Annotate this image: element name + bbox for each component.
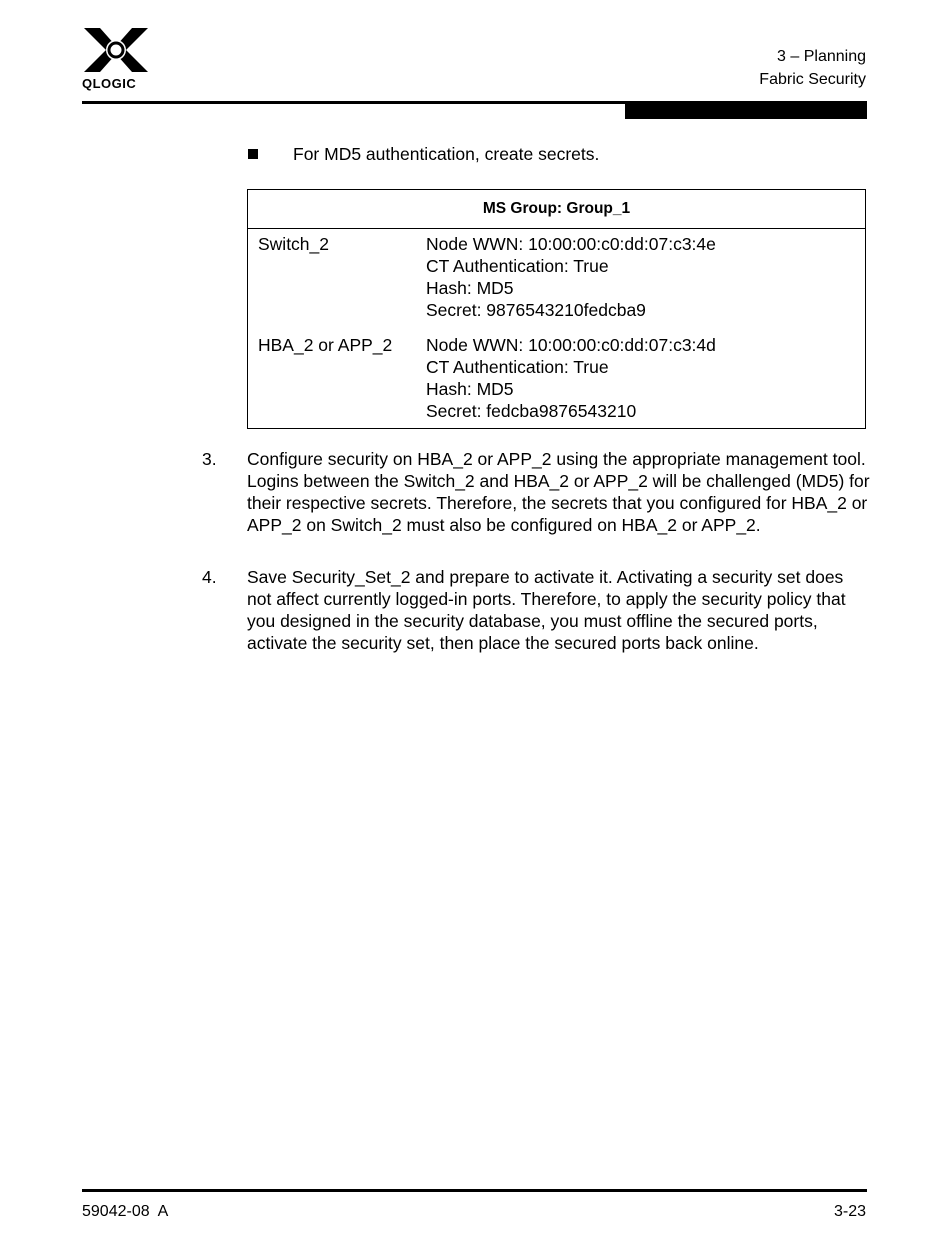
detail-line: Secret: 9876543210fedcba9 <box>426 300 646 320</box>
qlogic-logo-icon <box>82 26 150 74</box>
row-details <box>426 334 716 422</box>
detail-line: CT Authentication: True <box>426 256 609 276</box>
detail-line: Hash: MD5 <box>426 278 514 298</box>
chapter-title: 3 – Planning <box>777 48 866 65</box>
row-name: Switch_2 <box>258 234 330 254</box>
footer-rule <box>82 1189 867 1192</box>
step-number: 4. <box>202 567 217 587</box>
detail-line: CT Authentication: True <box>426 357 609 377</box>
section-title: Fabric Security <box>759 71 866 88</box>
bullet-text: For MD5 authentication, create secrets. <box>293 144 600 164</box>
qlogic-logo <box>82 26 150 90</box>
row-name: HBA_2 or APP_2 <box>258 335 393 355</box>
step-text: Configure security on HBA_2 or APP_2 using the appropriate management tool. Logins between the Switch_2 and HBA_2 or APP_2 will be challenged (MD5) for their respective secrets. Therefore, the secrets that you configured for HBA_2 or APP_2 on Switch_2 must also be configured on HBA_2 or APP_2. <box>247 449 870 535</box>
square-bullet-icon <box>248 149 258 159</box>
detail-line: Node WWN: 10:00:00:c0:dd:07:c3:4e <box>426 234 716 254</box>
header-bar <box>625 104 867 119</box>
document-number: 59042-08 A <box>82 1203 169 1220</box>
ms-group-table <box>247 189 866 429</box>
detail-line: Secret: fedcba9876543210 <box>426 401 637 421</box>
detail-line: Hash: MD5 <box>426 379 514 399</box>
running-header <box>759 45 866 91</box>
logo-text: QLOGIC <box>82 76 137 91</box>
step-number: 3. <box>202 449 217 469</box>
row-details <box>426 233 716 321</box>
table-title: MS Group: Group_1 <box>248 190 865 229</box>
step-text: Save Security_Set_2 and prepare to activate it. Activating a security set does not affect currently logged-in ports. Therefore, to apply the security policy that you designed in the security database, you must offline the secured ports, activate the security set, then place the secured ports back online. <box>247 567 846 653</box>
detail-line: Node WWN: 10:00:00:c0:dd:07:c3:4d <box>426 335 716 355</box>
page-number: 3-23 <box>833 1203 866 1220</box>
